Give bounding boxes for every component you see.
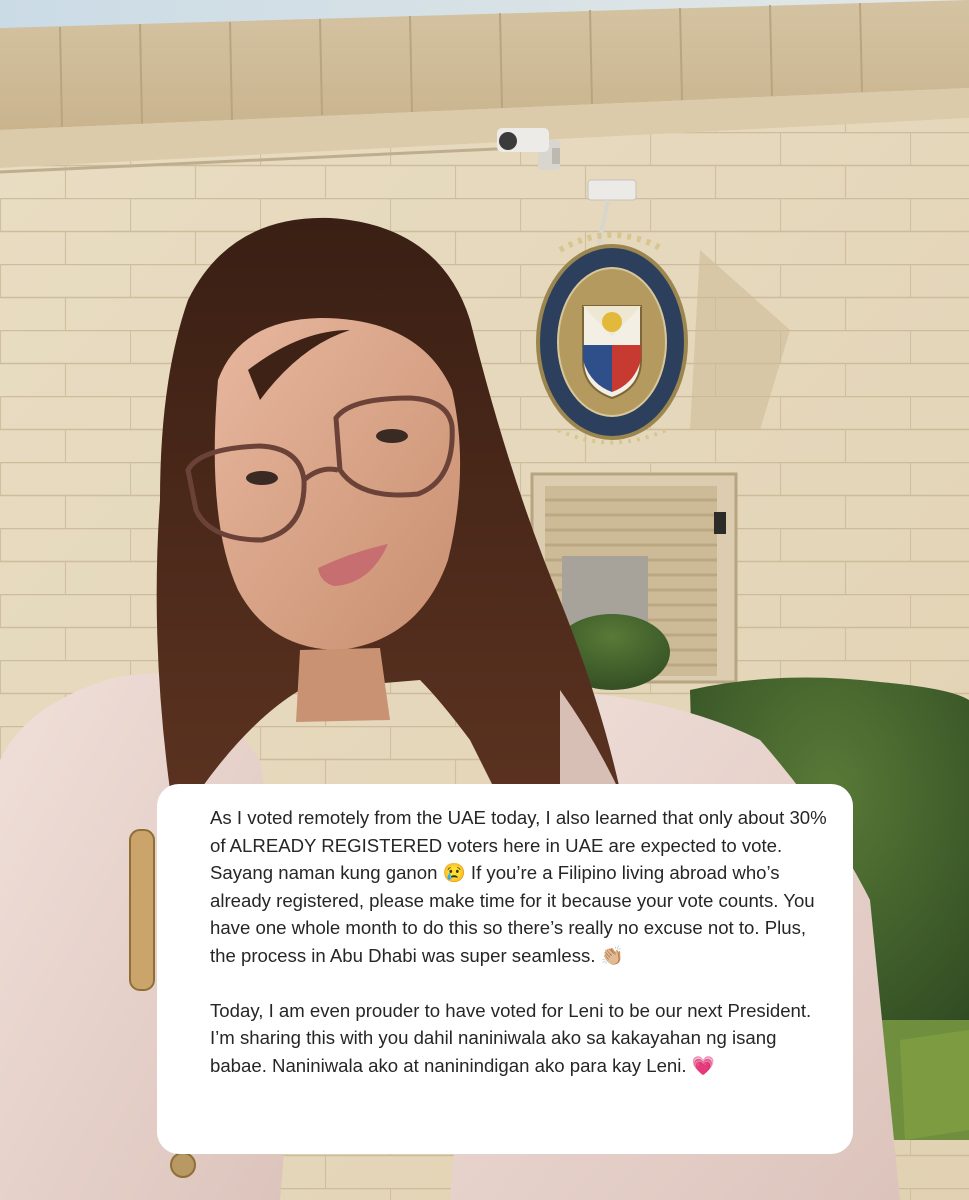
caption-card — [157, 784, 853, 1154]
caption-paragraph-2: Today, I am even prouder to have voted for Leni to be our next President. I’m sharing this with you dahil naniniwala ako sa kakayahan ng isang babae. Naniniwala ako at naninindigan ako para kay Leni. 💗 — [210, 999, 812, 1076]
lawn — [900, 1030, 969, 1140]
caption-paragraph-1: As I voted remotely from the UAE today, I also learned that only about 30% of ALREADY REGISTERED voters here in UAE are expected to vote. Sayang naman kung ganon 😢 If you’re a Filipino living abroad who’s already registered, please make time for it because your vote counts. You have one whole month to do this so there’s really no excuse not to. Plus, the process in Abu Dhabi was super seamless. 👏🏼 — [210, 807, 827, 966]
